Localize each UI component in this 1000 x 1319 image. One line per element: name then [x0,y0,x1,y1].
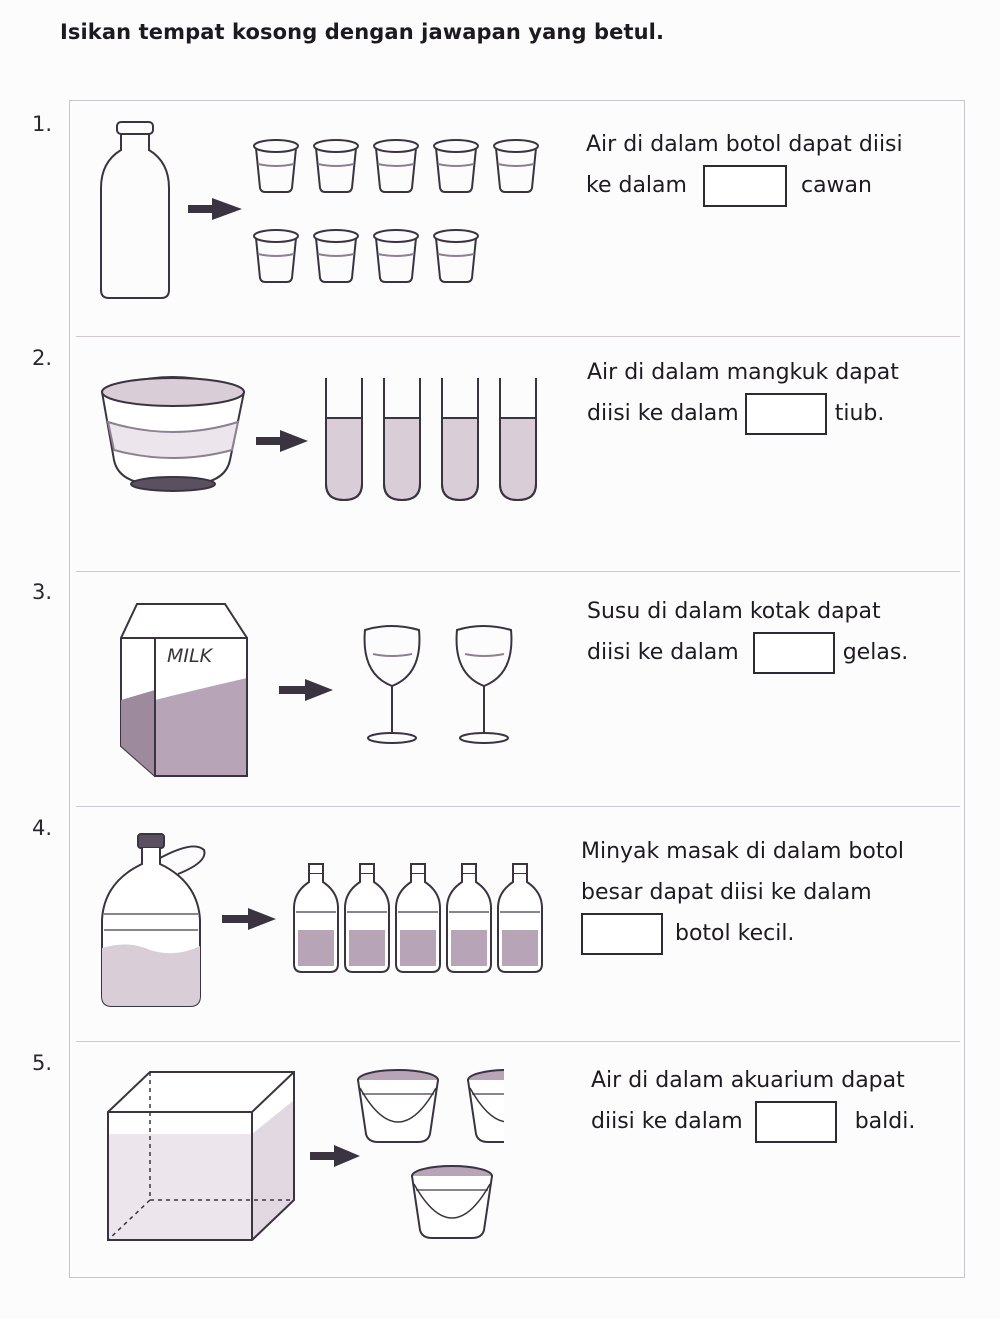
bowl-icon [102,377,244,491]
question-1-before-blank: ke dalam [586,173,687,198]
question-1-text [586,124,903,207]
small-bottle-icon-group [294,864,542,972]
large-oil-bottle-icon [102,834,204,1006]
question-3-text [587,591,908,674]
question-2-after-blank: tiub. [834,401,885,426]
question-2-text [587,352,899,435]
answer-box-2[interactable] [745,393,827,435]
question-2-before-blank: diisi ke dalam [587,401,739,426]
arrow-icon [222,908,276,930]
question-3-line-1: Susu di dalam kotak dapat [587,599,881,624]
carton-label: MILK [167,645,213,667]
question-number-5: 5. [32,1051,53,1075]
arrow-icon [256,430,308,452]
question-number-3: 3. [32,580,53,604]
arrow-icon [188,198,242,220]
question-4-text [581,831,904,955]
row-divider [76,571,960,572]
question-4-after-blank: botol kecil. [675,921,795,946]
instruction-heading: Isikan tempat kosong dengan jawapan yang betul. [60,20,665,44]
bowl-to-tubes-illustration [98,368,548,508]
aquarium-to-buckets-illustration [104,1064,504,1249]
question-4-line-3 [581,913,904,955]
bottle-icon [101,122,169,298]
wine-glass-icon-group [365,626,512,743]
milk-carton-icon [121,604,247,776]
row-divider [76,806,960,807]
question-5-line-2 [591,1101,915,1143]
carton-to-glasses-illustration [115,600,525,782]
question-3-line-2 [587,632,908,674]
oil-bottle-to-small-bottles-illustration [98,830,548,1010]
answer-box-5[interactable] [755,1101,837,1143]
question-number-2: 2. [32,346,53,370]
bucket-icon-group [358,1070,504,1238]
question-2-line-1: Air di dalam mangkuk dapat [587,360,899,385]
aquarium-icon [108,1072,294,1240]
answer-box-1[interactable] [703,165,787,207]
question-5-after-blank: baldi. [854,1109,916,1134]
question-5-before-blank: diisi ke dalam [591,1109,743,1134]
bottle-to-cups-illustration [95,118,555,303]
question-3-after-blank: gelas. [842,640,909,665]
answer-box-4[interactable] [581,913,663,955]
row-divider [76,336,960,337]
answer-box-3[interactable] [753,632,835,674]
cup-icon-group [254,140,538,282]
question-5-line-1: Air di dalam akuarium dapat [591,1068,905,1093]
question-4-line-2: besar dapat diisi ke dalam [581,880,872,905]
arrow-icon [279,679,333,701]
question-number-1: 1. [32,112,53,136]
question-5-text [591,1060,915,1143]
row-divider [76,1041,960,1042]
question-1-line-1: Air di dalam botol dapat diisi [586,132,903,157]
question-1-line-2 [586,165,903,207]
tube-icon-group [326,378,536,500]
arrow-icon [310,1145,360,1167]
question-1-after-blank: cawan [800,173,872,198]
question-4-line-1: Minyak masak di dalam botol [581,839,905,864]
question-number-4: 4. [32,816,53,840]
question-3-before-blank: diisi ke dalam [587,640,739,665]
question-2-line-2 [587,393,899,435]
